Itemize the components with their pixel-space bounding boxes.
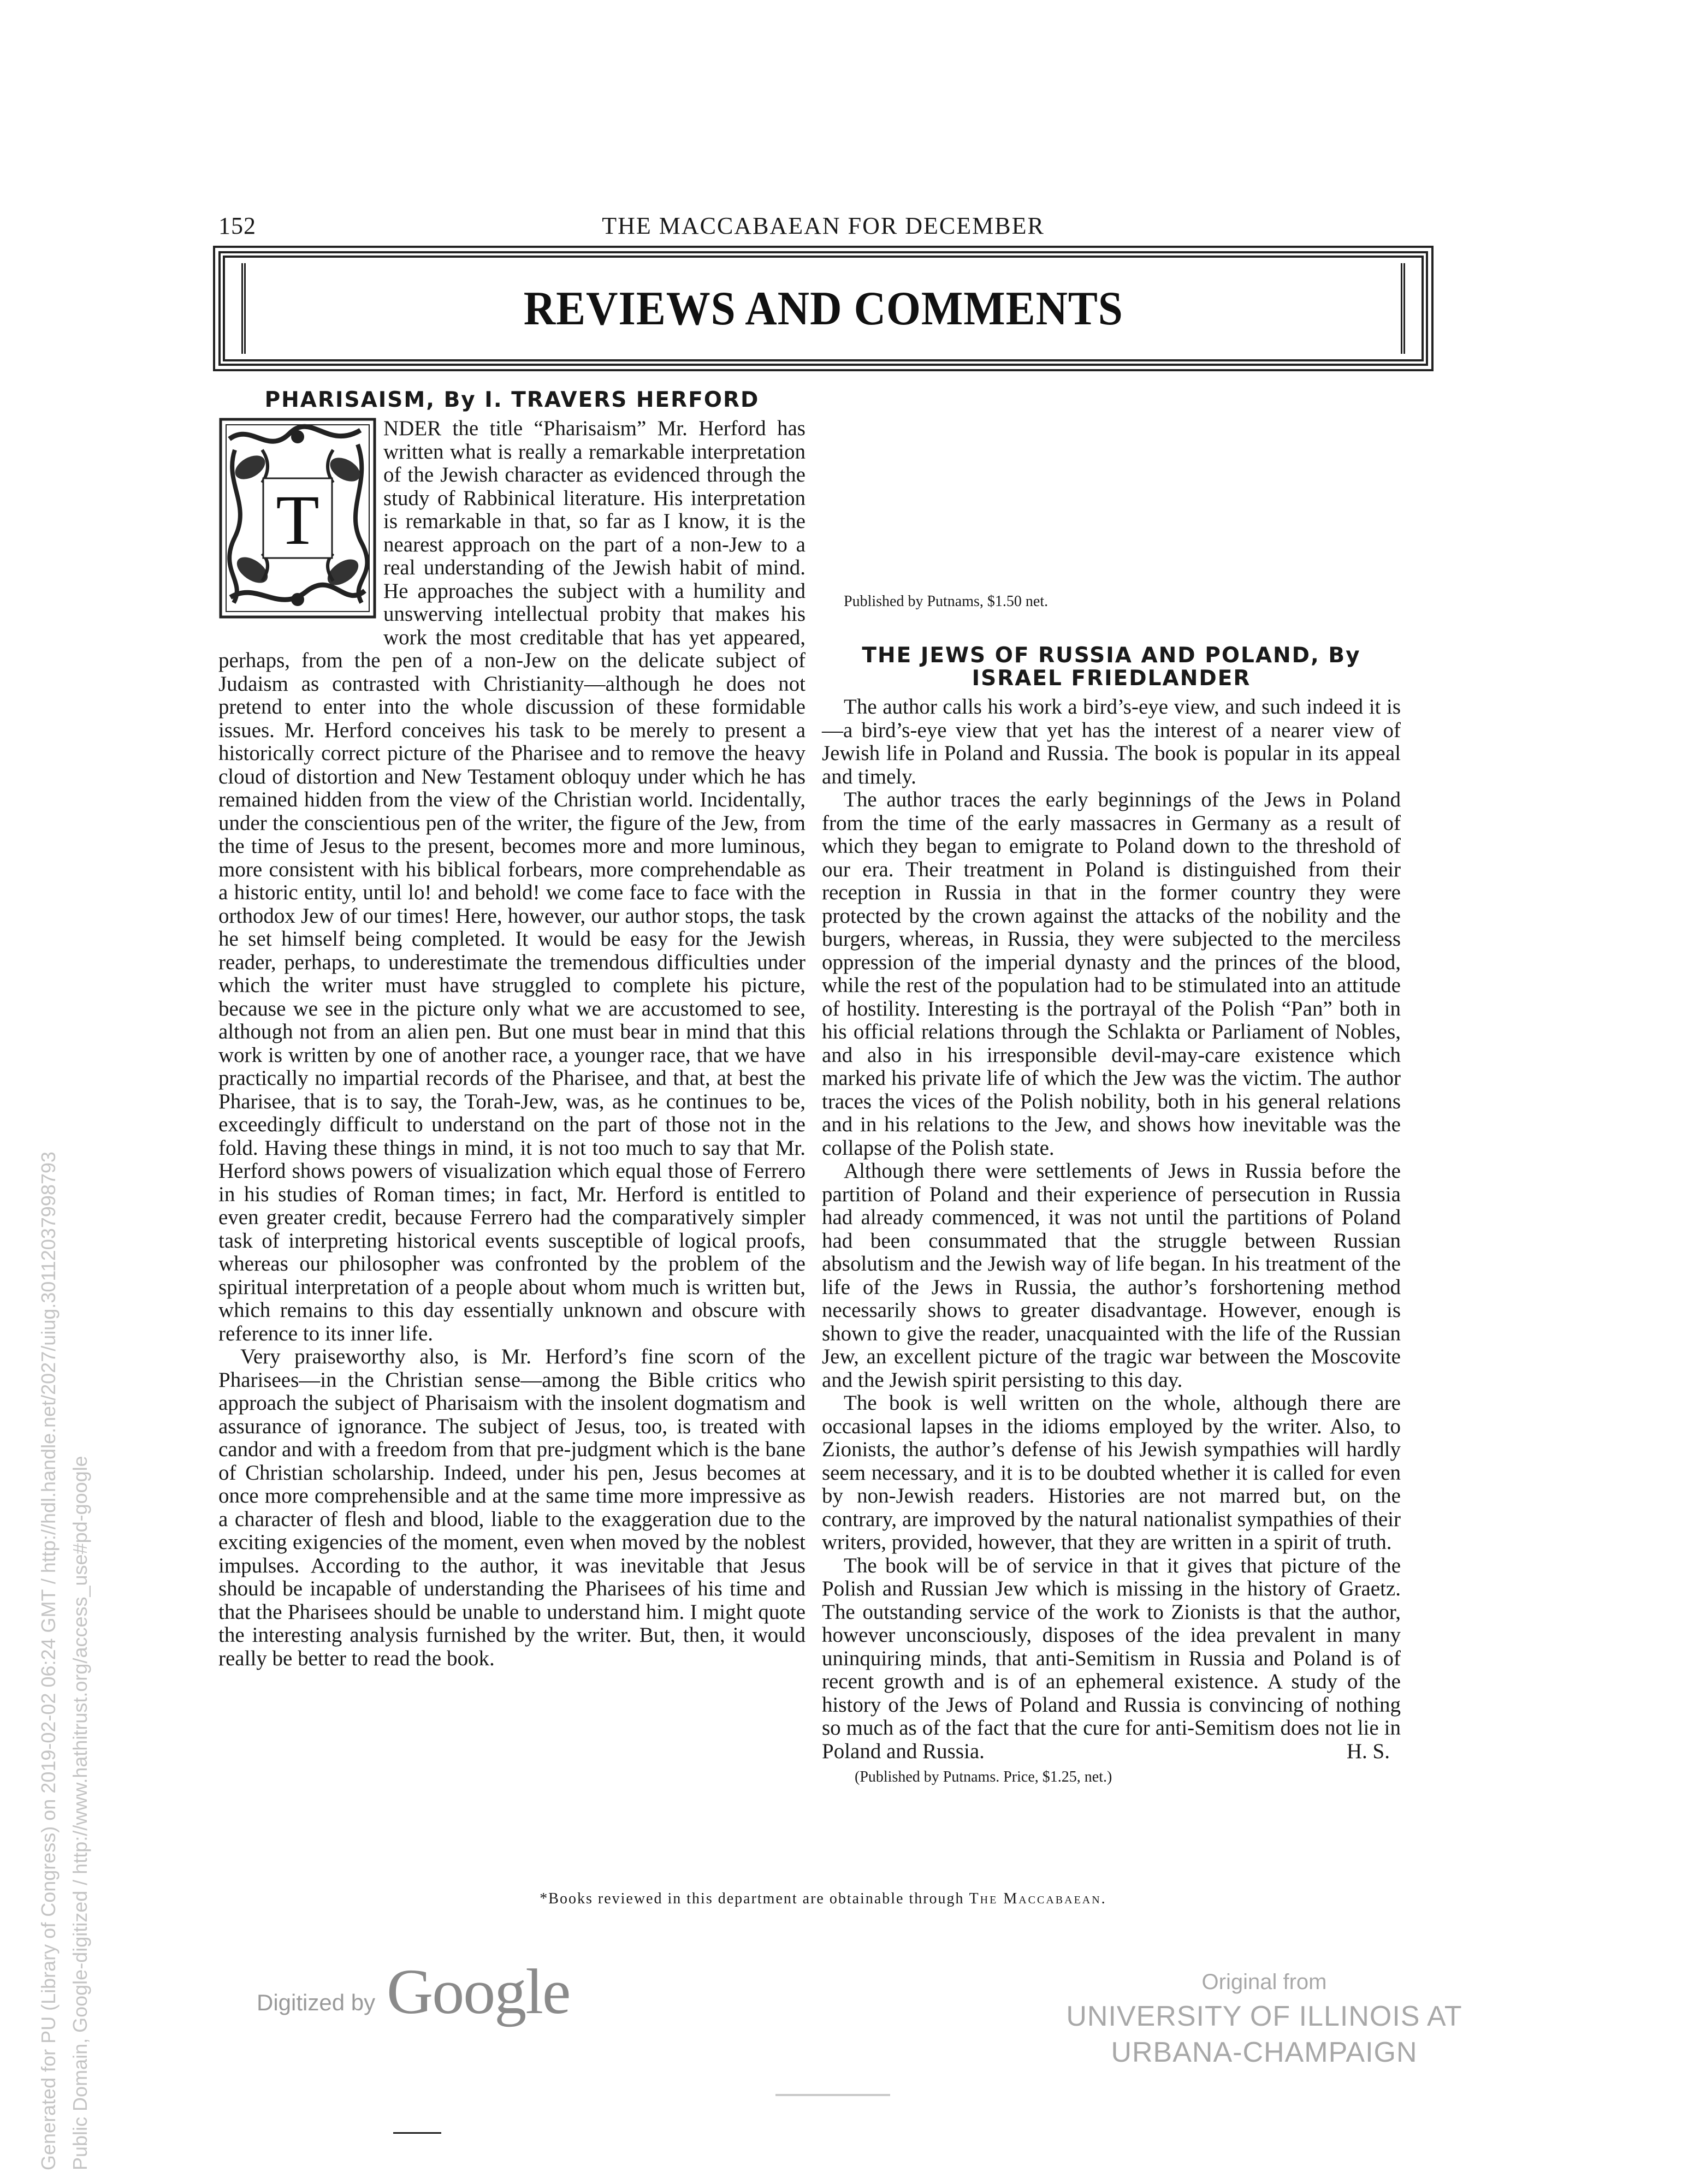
review-title-jews-russia-poland: THE JEWS OF RUSSIA AND POLAND, By ISRAEL FRIEDLANDER: [862, 643, 1361, 691]
watermark-line-2: Public Domain, Google-digitized / http://www.hathitrust.org/access_use#pd-google: [69, 1456, 91, 2170]
origin-line-2: UNIVERSITY OF ILLINOIS AT: [1066, 2001, 1462, 2032]
jews-paragraph-3: Although there were settlements of Jews in Russia before the partition of Poland and their experience of persecution in Russia had already commenced, it was not until the partitions of Poland had been consummated that the struggle between Russian absolutism and the Jewish way of life began. In his treatment of the life of the Jews in Russia, the author’s forshortening method necessarily shows to greater disadvantage. However, enough is shown to give the reader, unacquainted with the life of the Russian Jew, an excellent picture of the tragic war between the Moscovite and the Jewish spirit persisting to this day.: [822, 1159, 1401, 1392]
pharisaism-publication-note: Published by Putnams, $1.50 net.: [844, 593, 1049, 610]
review-title-pharisaism: PHARISAISM, By I. TRAVERS HERFORD: [264, 388, 760, 412]
journal-title: THE MACCABAEAN FOR DECEMBER: [602, 212, 1045, 239]
scan-mark: [393, 2132, 441, 2134]
banner-frame: [241, 263, 1405, 354]
google-logo: Google: [387, 1956, 570, 2027]
pharisaism-paragraph-1: NDER the title “Pharisaism” Mr. Herford has written what is really a remarkable interpretation of the Jewish character as evidenced through the study of Rabbinical literature. His interpretation is remarkable in that, so far as I know, it is the nearest approach on the part of a non-Jew to a real understanding of the Jewish habit of mind. He approaches the subject with a humility and unswerving intellectual probity that makes his work the most creditable that has yet appeared, perhaps, from the pen of a non-Jew on the delicate subject of Judaism as contrasted with Christianity—although he does not pretend to enter into the whole discussion of these formidable issues. Mr. Herford conceives his task to be merely to present a historically correct picture of the Pharisee and to remove the heavy cloud of distortion and New Testament obloquy under which he has remained hidden from the view of the Christian world. Incidentally, under the conscientious pen of the writer, the figure of the Jew, from the time of Jesus to the present, becomes more and more luminous, more consistent with his biblical forbears, more comprehendable as a historic entity, until lo! and behold! we come face to face with the orthodox Jew of our times! Here, however, our author stops, the task he set himself being completed. It would be easy for the Jewish reader, perhaps, to underestimate the tremendous difficulties under which the writer must have struggled to complete his picture, because we see in the picture only what we are accustomed to see, although not from an alien pen. But one must bear in mind that this work is written by one of another race, a younger race, that we have practically no impartial records of the Pharisee, and that, at best the Pharisee, that is to say, the Torah-Jew, was, as he continues to be, exceedingly difficult to understand on the part of those not in the fold. Having these things in mind, it is not too much to say that Mr. Herford shows powers of visualization which equal those of Ferrero in his studies of Roman times; in fact, Mr. Herford is entitled to even greater credit, because Ferrero had the comparatively simpler task of interpreting historical events susceptible of logical proofs, whereas our philosopher was confronted by the problem of the spiritual interpretation of a people about whom much is written but, which remains to this day essentially unknown and obscure with reference to its inner life.: [218, 417, 805, 1345]
side-watermark: [33, 805, 96, 2170]
jews-paragraph-2: The author traces the early beginnings of the Jews in Poland from the time of the early massacres in Germany as a result of which they began to emigrate to Poland down to the threshold of our era. Their treatment in Poland is distinguished from their reception in Russia in that in the former country they were protected by the crown against the attacks of the nobility and the burgers, whereas, in Russia, they were subjected to the merciless oppression of the imperial dynasty and the princes of the blood, while the rest of the population had to be stimulated into an attitude of hostility. Interesting is the portrayal of the Polish “Pan” both in his official relations through the Schlakta or Parliament of Nobles, and also in his irresponsible devil-may-care existence which marked his private life of which the Jew was the victim. The author traces the vices of the Polish nobility, both in his general relations and in his relations to the Jew, and shows how inevitable was the collapse of the Polish state.: [822, 788, 1401, 1160]
left-column: [218, 389, 805, 1670]
footnote-magazine: The Maccabaean.: [969, 1890, 1107, 1907]
jews-publication-note: (Published by Putnams. Price, $1.25, net.): [855, 1768, 1112, 1785]
origin-line-1: Original from: [1201, 1970, 1327, 1994]
pharisaism-paragraph-2: Very praiseworthy also, is Mr. Herford’s fine scorn of the Pharisees—in the Christian sense—among the Bible critics who approach the subject of Pharisaism with the insolent dogmatism and assurance of ignorance. The subject of Jesus, too, is treated with candor and with a freedom from that pre-judgment which is the bane of Christian scholarship. Indeed, under his pen, Jesus becomes at once more comprehensible and at the same time more impressive as a character of flesh and blood, liable to the exaggeration due to the exciting exigencies of the moment, even when moved by the noblest impulses. According to the author, it was inevitable that Jesus should be incapable of understanding the Pharisees of his time and that the Pharisees should be unable to understand him. I might quote the interesting analysis furnished by the writer. But, then, it would really be better to read the book.: [218, 1345, 805, 1670]
origin-line-3: URBANA-CHAMPAIGN: [1111, 2037, 1418, 2068]
page-number: 152: [218, 212, 256, 239]
ornamental-dropcap: [218, 417, 377, 625]
jews-paragraph-5-text: The book will be of service in that it gives that picture of the Polish and Russian Jew which is missing in the history of Graetz. The outstanding service of the work to Zionists is that the author, however unconsciously, disposes of the idea prevalent in many uninquiring minds, that anti-Semitism in Russia and Poland is of recent growth and is of an ephemeral existence. A study of the history of the Jews of Poland and Russia is convincing of nothing so much as of the fact that the cure for anti-Semitism does not lie in Poland and Russia.: [822, 1553, 1401, 1763]
scan-smudge: [775, 2094, 890, 2096]
reviewer-signature: H. S.: [1346, 1739, 1390, 1763]
original-from-stamp: [1059, 1966, 1469, 2070]
continued-spacer: [822, 389, 1401, 592]
jews-paragraph-1: The author calls his work a bird’s-eye view, and such indeed it is—a bird’s-eye view that yet has the interest of a nearer view of Jewish life in Poland and Russia. The book is popular in its appeal and timely.: [822, 695, 1401, 788]
vine-ornament-icon: [218, 417, 377, 619]
right-column: [822, 389, 1401, 1788]
footnote-text: *Books reviewed in this department are obtainable through: [540, 1890, 964, 1907]
section-banner: [218, 251, 1428, 366]
digitized-prefix: Digitized by: [257, 1990, 376, 2015]
jews-paragraph-5: [822, 1554, 1401, 1764]
watermark-line-1: Generated for PU (Library of Congress) on 2019-02-02 06:24 GMT / http://hdl.handle.net/2027/uiug.30112037998793: [37, 1152, 60, 2170]
footnote: [218, 1890, 1428, 1908]
jews-paragraph-4: The book is well written on the whole, although there are occasional lapses in the idioms employed by the writer. Also, to Zionists, the author’s defense of his Jewish sympathies will hardly seem necessary, and it is to be doubted whether it is called for even by non-Jewish readers. Histories are not marred but, on the contrary, are improved by the natural nationalist sympathies of their writers, provided, however, that they are written in a spirit of truth.: [822, 1391, 1401, 1554]
digitized-by-google: [257, 1955, 612, 2031]
section-title: REVIEWS AND COMMENTS: [523, 282, 1123, 335]
running-head: [218, 212, 1428, 245]
dropcap-letter: T: [276, 481, 319, 560]
